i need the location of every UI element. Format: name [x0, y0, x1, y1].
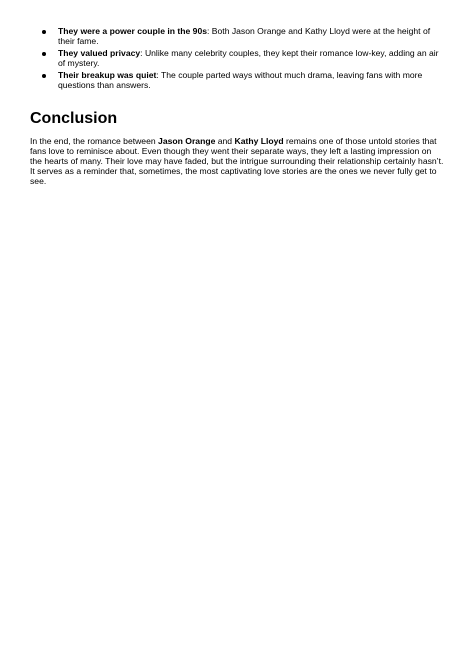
bullet-icon: [42, 74, 46, 78]
bullet-text: : The couple parted ways without much drama, leaving fans with more questions than answers.: [58, 70, 423, 90]
list-item: [30, 48, 446, 68]
conclusion-name-2: Kathy Lloyd: [234, 136, 284, 146]
conclusion-heading: Conclusion: [30, 110, 118, 127]
bullet-text: : Both Jason Orange and Kathy Lloyd were at the height of their fame.: [58, 26, 431, 46]
conclusion-intro: In the end, the romance between: [30, 136, 159, 146]
list-item: [30, 70, 446, 90]
conclusion-rest: remains one of those untold stories that fans love to reminisce about. Even though they went their separate ways, they left a lasting impression on the hearts of many. Their love may have faded, but the intrigue surrounding their relationship certainly hasn’t. It serves as a reminder that, sometimes, the most captivating love stories are the ones we never fully get to see.: [30, 136, 444, 186]
conclusion-name-1: Jason Orange: [158, 136, 216, 146]
document-content: [30, 26, 446, 186]
bullet-title: They were a power couple in the 90s: [58, 26, 208, 36]
bullet-icon: [42, 52, 46, 56]
bullet-text: : Unlike many celebrity couples, they kept their romance low-key, adding an air of mystery.: [58, 48, 439, 68]
conclusion-paragraph: [30, 136, 444, 186]
bullet-title: Their breakup was quiet: [58, 70, 157, 80]
list-item: [30, 26, 446, 46]
bullet-icon: [42, 30, 46, 34]
bullet-list: [30, 26, 446, 90]
conclusion-and: and: [215, 136, 235, 146]
bullet-title: They valued privacy: [58, 48, 141, 58]
